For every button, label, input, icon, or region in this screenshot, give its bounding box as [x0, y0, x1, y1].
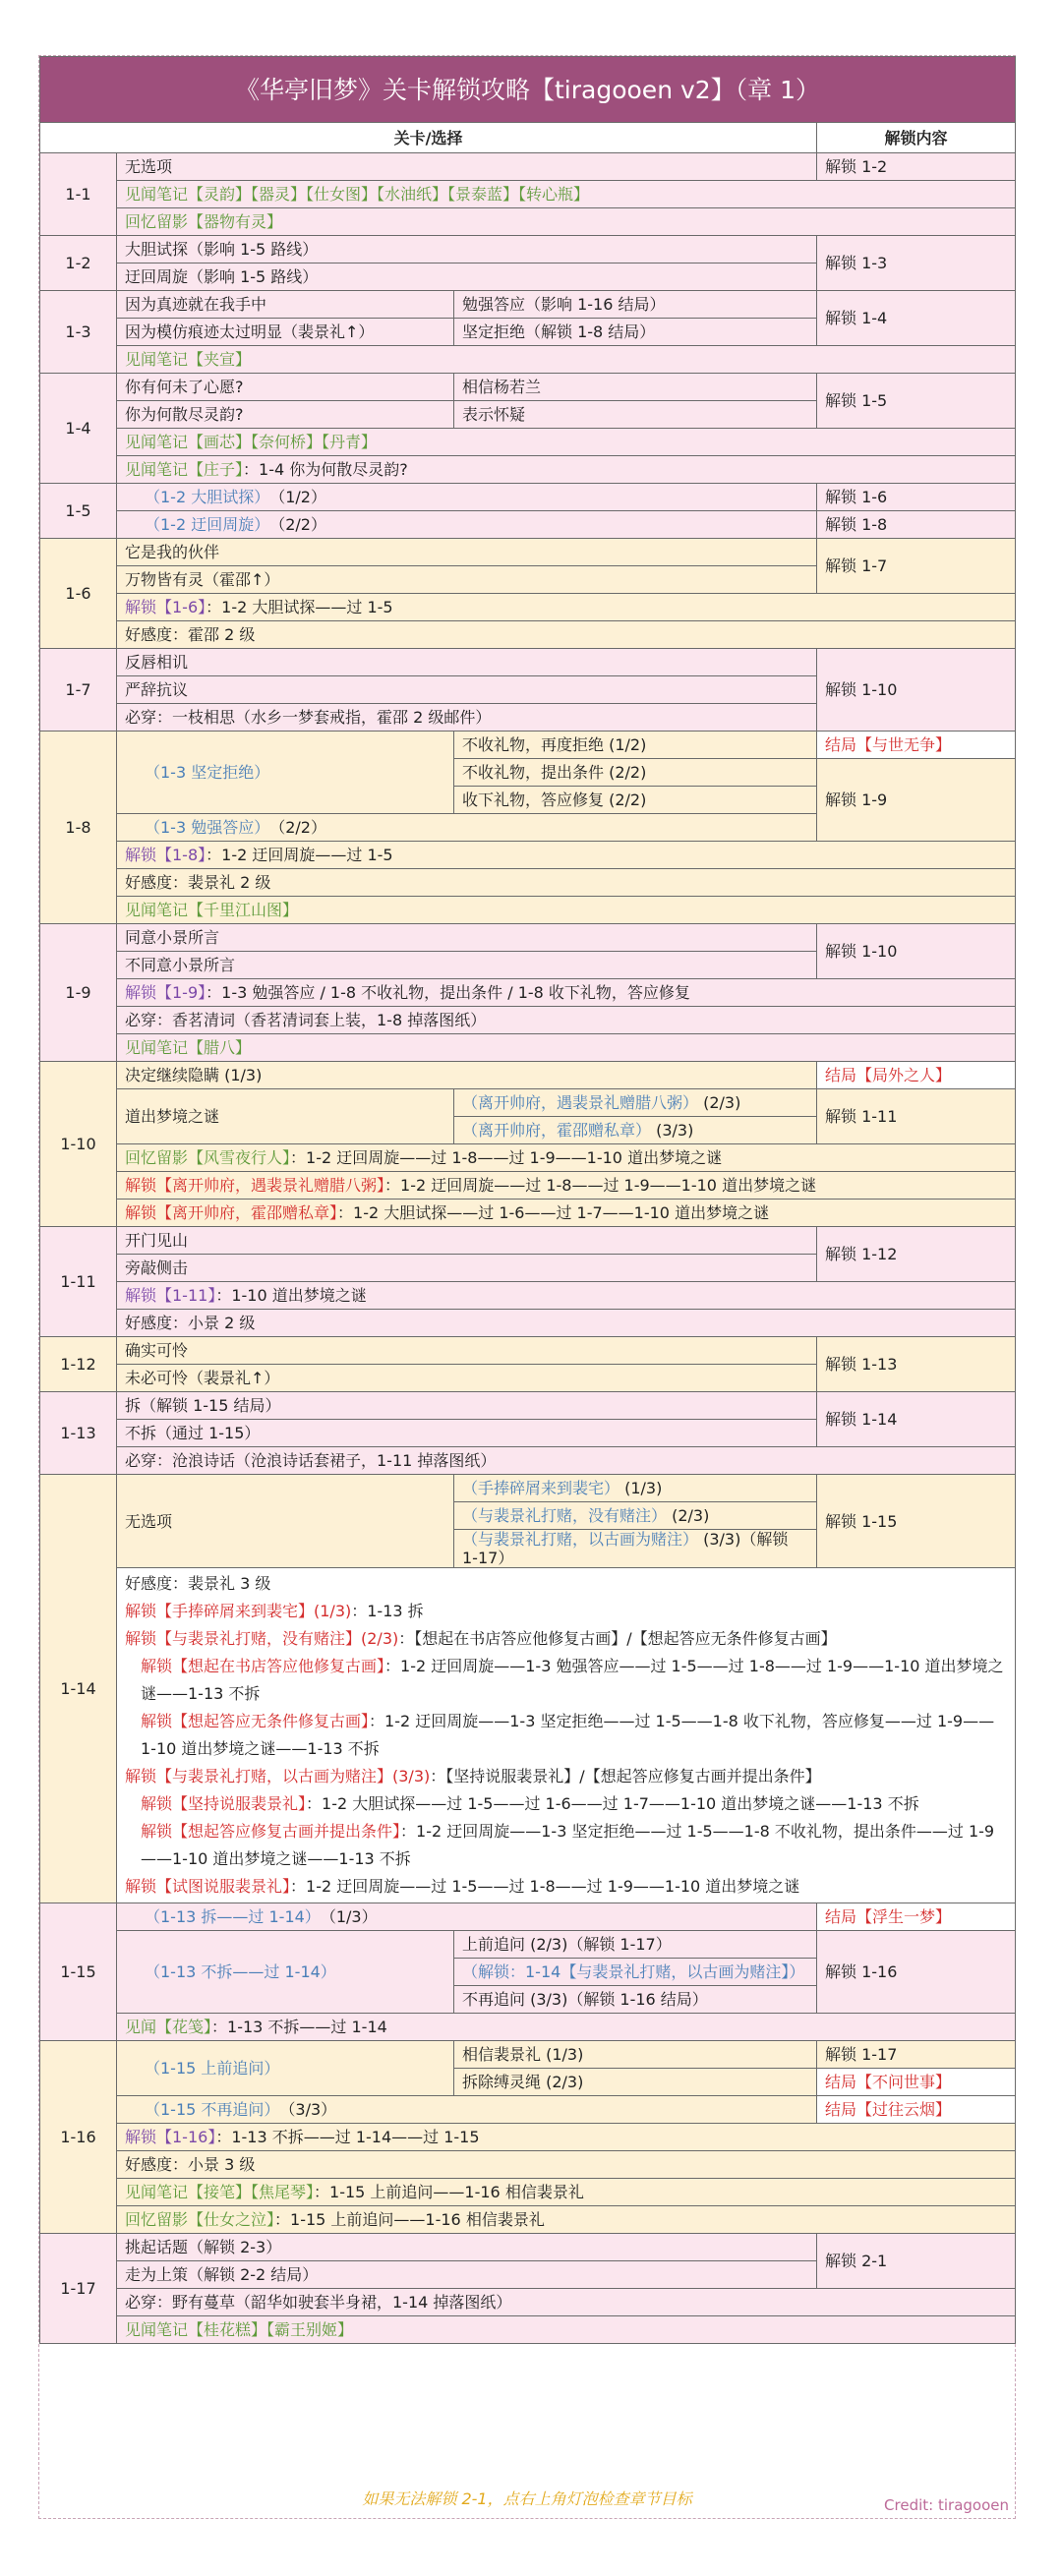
note-row [40, 2316, 1016, 2344]
choice-cell: 万物皆有灵（霍邵↑） [117, 566, 817, 594]
note-cell [117, 181, 1016, 208]
level-cell: 1-12 [40, 1337, 117, 1392]
unlock-cell: 解锁 1-6 [817, 484, 1016, 511]
level-cell: 1-4 [40, 374, 117, 484]
note-cell [117, 2206, 1016, 2234]
note-text: ：1-13 不拆——过 1-14——过 1-15 [215, 2128, 480, 2146]
choice-row [40, 511, 1016, 539]
condition-text: （1-13 不拆——过 1-14） [145, 1962, 336, 1981]
unlock-cell: 解锁 1-15 [817, 1475, 1016, 1568]
choice-cell [117, 2096, 817, 2124]
count-text: （3/3） [279, 2100, 337, 2119]
unlock-cell: 解锁 1-14 [817, 1392, 1016, 1447]
level-cell: 1-10 [40, 1062, 117, 1227]
choice-cell: 拆除缚灵绳 (2/3) [454, 2069, 817, 2096]
ending-cell [817, 732, 1016, 759]
note-row [40, 346, 1016, 374]
unlock-cell: 解锁 1-4 [817, 291, 1016, 346]
condition-text: （1-3 坚定拒绝） [145, 763, 270, 782]
note-line [125, 1708, 1007, 1763]
choice-cell [117, 2041, 454, 2096]
note-cell [117, 2179, 1016, 2206]
choice-cell: 无选项 [117, 1475, 454, 1568]
level-row [40, 649, 1016, 676]
notes-cell [117, 1568, 1016, 1903]
condition-text: （1-13 拆——过 1-14） [145, 1907, 321, 1926]
choice-cell: 不再追问 (3/3)（解锁 1-16 结局） [454, 1986, 817, 2014]
unlock-cell: 解锁 1-12 [817, 1227, 1016, 1282]
note-row [40, 2014, 1016, 2041]
choice-cell: 不收礼物，提出条件 (2/2) [454, 759, 817, 787]
condition-text: （解锁：1-14【与裴景礼打赌，以古画为赌注】） [462, 1962, 805, 1981]
note-cell [117, 594, 1016, 621]
note-text: ：1-2 大胆试探——过 1-5——过 1-6——过 1-7——1-10 道出梦境之谜——1-13 不拆 [306, 1794, 919, 1813]
ending-text: 结局【与世无争】 [825, 735, 952, 754]
note-text: ：【坚持说服裴景礼】/【想起答应修复古画并提出条件】 [430, 1767, 821, 1786]
note-line [125, 1625, 1007, 1653]
choice-cell: 反唇相讥 [117, 649, 817, 676]
note-row [40, 621, 1016, 649]
note-text: 见闻笔记【桂花糕】【霸王别姬】 [125, 2320, 354, 2339]
level-row [40, 291, 1016, 319]
choice-cell: 决定继续隐瞒 (1/3) [117, 1062, 817, 1089]
condition-text: （1-15 上前追问） [145, 2059, 280, 2078]
condition-text: （1-15 不再追问） [145, 2100, 280, 2119]
note-cell: 必穿：香茗清词（香茗清词套上装，1-8 掉落图纸） [117, 1007, 1016, 1034]
note-label: 解锁【坚持说服裴景礼】 [141, 1794, 307, 1813]
title-row [40, 57, 1016, 123]
note-line [125, 1653, 1007, 1708]
note-label: 解锁【想起在书店答应他修复古画】 [141, 1657, 385, 1675]
level-cell: 1-6 [40, 539, 117, 649]
note-cell [117, 2014, 1016, 2041]
note-cell [117, 2124, 1016, 2151]
condition-text: （与裴景礼打赌，没有赌注） [462, 1506, 668, 1525]
choice-cell: 上前追问 (2/3)（解锁 1-17） [454, 1931, 817, 1959]
choice-cell [454, 1530, 817, 1568]
choice-cell: 同意小景所言 [117, 924, 817, 952]
level-row [40, 732, 1016, 759]
note-label: 解锁【1-9】 [125, 983, 206, 1002]
note-row [40, 2151, 1016, 2179]
choice-row [40, 2096, 1016, 2124]
note-row [40, 1310, 1016, 1337]
level-cell: 1-1 [40, 153, 117, 236]
choice-cell: 未必可怜（裴景礼↑） [117, 1365, 817, 1392]
level-cell: 1-7 [40, 649, 117, 732]
count-text: （2/2） [269, 818, 326, 837]
count-text: (3/3)（解锁 1-17） [462, 1530, 789, 1567]
note-text: ：1-4 你为何散尽灵韵? [243, 460, 408, 479]
unlock-cell: 解锁 1-2 [817, 153, 1016, 181]
level-cell: 1-16 [40, 2041, 117, 2234]
note-row [40, 2206, 1016, 2234]
choice-cell: 不同意小景所言 [117, 952, 817, 979]
note-text: ：1-2 迂回周旋——1-3 坚定拒绝——过 1-5——1-8 收下礼物，答应修复——过 1-9——1-10 道出梦境之谜——1-13 不拆 [141, 1712, 995, 1758]
level-row [40, 924, 1016, 952]
choice-cell [117, 1903, 817, 1931]
note-label: 见闻笔记【接笔】【焦尾琴】 [125, 2183, 315, 2201]
note-label: 解锁【想起答应修复古画并提出条件】 [141, 1822, 401, 1841]
note-cell [117, 346, 1016, 374]
note-text: ：1-15 上前追问——1-16 相信裴景礼 [314, 2183, 584, 2201]
ending-cell [817, 1062, 1016, 1089]
note-row [40, 181, 1016, 208]
choice-cell: 迂回周旋（影响 1-5 路线） [117, 263, 817, 291]
ending-text: 结局【过往云烟】 [825, 2100, 952, 2119]
note-text: ：【想起在书店答应他修复古画】/【想起答应无条件修复古画】 [398, 1629, 837, 1648]
note-cell [117, 979, 1016, 1007]
note-text: ：1-13 拆 [351, 1602, 424, 1620]
count-text: (2/3) [667, 1506, 710, 1525]
note-cell: 必穿：沧浪诗话（沧浪诗话套裙子，1-11 掉落图纸） [117, 1447, 1016, 1475]
note-label: 回忆留影【仕女之泣】 [125, 2210, 275, 2229]
note-label: 解锁【与裴景礼打赌，没有赌注】(2/3) [125, 1629, 399, 1648]
note-cell [117, 1200, 1016, 1227]
notes-row [40, 1568, 1016, 1903]
note-label: 解锁【1-11】 [125, 1286, 216, 1305]
condition-text: （1-2 迂回周旋） [145, 515, 270, 534]
choice-cell: 走为上策（解锁 2-2 结局） [117, 2261, 817, 2289]
choice-row [40, 1089, 1016, 1117]
choice-cell: 表示怀疑 [454, 401, 817, 429]
note-row [40, 1447, 1016, 1475]
choice-cell: 严辞抗议 [117, 676, 817, 704]
note-row [40, 1144, 1016, 1172]
choice-cell: 勉强答应（影响 1-16 结局） [454, 291, 817, 319]
unlock-cell: 解锁 1-8 [817, 511, 1016, 539]
note-row [40, 979, 1016, 1007]
condition-text: （1-3 勉强答应） [145, 818, 270, 837]
choice-cell: 坚定拒绝（解锁 1-8 结局） [454, 319, 817, 346]
note-cell: 好感度：霍邵 2 级 [117, 621, 1016, 649]
choice-cell [117, 1931, 454, 2014]
level-row [40, 2234, 1016, 2261]
count-text: （1/3） [320, 1907, 378, 1926]
note-label: 解锁【试图说服裴景礼】 [125, 1877, 291, 1896]
level-row [40, 484, 1016, 511]
note-label: 见闻【花笺】 [125, 2018, 212, 2036]
level-cell: 1-13 [40, 1392, 117, 1475]
level-cell: 1-8 [40, 732, 117, 924]
note-row [40, 2289, 1016, 2316]
unlock-cell: 解锁 2-1 [817, 2234, 1016, 2289]
choice-cell [454, 1959, 817, 1986]
page-title: 《华亭旧梦》关卡解锁攻略【tiragooen v2】（章 1） [40, 57, 1016, 123]
level-row [40, 1227, 1016, 1255]
note-line [125, 1818, 1007, 1873]
note-line [125, 1790, 1007, 1818]
note-cell [117, 1172, 1016, 1200]
note-label: 解锁【想起答应无条件修复古画】 [141, 1712, 370, 1730]
condition-text: （手捧碎屑来到裴宅） [462, 1479, 620, 1497]
note-cell: 好感度：小景 2 级 [117, 1310, 1016, 1337]
unlock-cell: 解锁 1-11 [817, 1089, 1016, 1144]
choice-cell: 挑起话题（解锁 2-3） [117, 2234, 817, 2261]
note-cell: 好感度：小景 3 级 [117, 2151, 1016, 2179]
note-text: 见闻笔记【灵韵】【器灵】【仕女图】【水油纸】【景泰蓝】【转心瓶】 [125, 185, 590, 204]
note-text: ：1-15 上前追问——1-16 相信裴景礼 [274, 2210, 545, 2229]
note-line [125, 1598, 1007, 1625]
unlock-cell: 解锁 1-17 [817, 2041, 1016, 2069]
note-text: ：1-2 迂回周旋——过 1-8——过 1-9——1-10 道出梦境之谜 [384, 1176, 817, 1195]
condition-text: （离开帅府，霍邵赠私章） [462, 1121, 652, 1140]
unlock-cell: 解锁 1-3 [817, 236, 1016, 291]
header-unlocks: 解锁内容 [817, 123, 1016, 153]
level-row [40, 153, 1016, 181]
note-cell [117, 842, 1016, 869]
unlock-cell: 解锁 1-7 [817, 539, 1016, 594]
choice-cell [454, 1475, 817, 1502]
note-cell [117, 1282, 1016, 1310]
choice-cell: 开门见山 [117, 1227, 817, 1255]
note-row [40, 2179, 1016, 2206]
ending-text: 结局【不问世事】 [825, 2073, 952, 2091]
count-text: （1/2） [269, 488, 326, 506]
level-row [40, 539, 1016, 566]
unlock-cell: 解锁 1-9 [817, 759, 1016, 842]
guide-page [38, 55, 1016, 2519]
level-cell: 1-11 [40, 1227, 117, 1337]
note-text: ：1-3 勉强答应 / 1-8 不收礼物，提出条件 / 1-8 收下礼物，答应修复 [206, 983, 690, 1002]
choice-cell: 相信杨若兰 [454, 374, 817, 401]
note-cell [117, 429, 1016, 456]
ending-cell [817, 2069, 1016, 2096]
choice-cell: 你有何未了心愿? [117, 374, 454, 401]
choice-cell [117, 511, 817, 539]
choice-cell: 不收礼物，再度拒绝 (1/2) [454, 732, 817, 759]
note-label: 解锁【手捧碎屑来到裴宅】(1/3) [125, 1602, 352, 1620]
level-row [40, 1392, 1016, 1420]
unlock-guide-table [39, 56, 1016, 2344]
ending-cell [817, 1903, 1016, 1931]
condition-text: （离开帅府，遇裴景礼赠腊八粥） [462, 1093, 699, 1112]
choice-cell [454, 1117, 817, 1144]
note-cell [117, 456, 1016, 484]
note-cell [117, 208, 1016, 236]
unlock-cell: 解锁 1-5 [817, 374, 1016, 429]
choice-cell: 因为模仿痕迹太过明显（裴景礼↑） [117, 319, 454, 346]
note-row [40, 456, 1016, 484]
level-row [40, 1337, 1016, 1365]
note-label: 见闻笔记【庄子】 [125, 460, 244, 479]
note-label: 解锁【1-8】 [125, 846, 206, 864]
level-cell: 1-17 [40, 2234, 117, 2344]
note-row [40, 1034, 1016, 1062]
header-levels: 关卡/选择 [40, 123, 817, 153]
ending-text: 结局【局外之人】 [825, 1066, 952, 1084]
choice-cell: 确实可怜 [117, 1337, 817, 1365]
level-row [40, 374, 1016, 401]
choice-cell: 大胆试探（影响 1-5 路线） [117, 236, 817, 263]
unlock-cell: 解锁 1-16 [817, 1931, 1016, 2014]
choice-cell: 收下礼物，答应修复 (2/2) [454, 787, 817, 814]
condition-text: （1-2 大胆试探） [145, 488, 270, 506]
note-row [40, 869, 1016, 897]
note-cell [117, 2316, 1016, 2344]
choice-cell: 因为真迹就在我手中 [117, 291, 454, 319]
note-cell [117, 1144, 1016, 1172]
note-cell: 必穿：一枝相思（水乡一梦套戒指，霍邵 2 级邮件） [117, 704, 817, 732]
note-row [40, 897, 1016, 924]
choice-cell [117, 732, 454, 814]
note-cell: 好感度：裴景礼 2 级 [117, 869, 1016, 897]
note-row [40, 1007, 1016, 1034]
note-text: ：1-10 道出梦境之谜 [215, 1286, 367, 1305]
note-text: ：1-2 迂回周旋——过 1-5 [206, 846, 393, 864]
note-text: ：1-2 迂回周旋——过 1-5——过 1-8——过 1-9——1-10 道出梦境之谜 [290, 1877, 800, 1896]
note-line: 好感度：裴景礼 3 级 [125, 1574, 271, 1593]
level-cell: 1-3 [40, 291, 117, 374]
level-row [40, 1062, 1016, 1089]
note-label: 解锁【1-16】 [125, 2128, 216, 2146]
note-line [125, 1763, 1007, 1790]
note-text: ：1-2 迂回周旋——1-3 坚定拒绝——过 1-5——1-8 不收礼物，提出条件——过 1-9——1-10 道出梦境之谜——1-13 不拆 [141, 1822, 995, 1868]
level-row [40, 1903, 1016, 1931]
note-cell [117, 897, 1016, 924]
choice-cell: 拆（解锁 1-15 结局） [117, 1392, 817, 1420]
note-text: 回忆留影【器物有灵】 [125, 212, 283, 231]
note-text: ：1-2 迂回周旋——过 1-8——过 1-9——1-10 道出梦境之谜 [290, 1148, 723, 1167]
note-label: 解锁【1-6】 [125, 598, 206, 616]
level-cell: 1-15 [40, 1903, 117, 2041]
level-cell: 1-5 [40, 484, 117, 539]
level-row [40, 236, 1016, 263]
choice-cell [117, 484, 817, 511]
count-text: (2/3) [698, 1093, 741, 1112]
footer [39, 2483, 1015, 2512]
note-row [40, 594, 1016, 621]
note-text: 见闻笔记【千里江山图】 [125, 901, 299, 919]
level-cell: 1-2 [40, 236, 117, 291]
choice-cell: 它是我的伙伴 [117, 539, 817, 566]
note-label: 解锁【与裴景礼打赌，以古画为赌注】(3/3) [125, 1767, 431, 1786]
note-text: 见闻笔记【腊八】 [125, 1038, 252, 1057]
note-row [40, 208, 1016, 236]
level-row [40, 2041, 1016, 2069]
note-text: ：1-2 大胆试探——过 1-6——过 1-7——1-10 道出梦境之谜 [337, 1203, 770, 1222]
level-cell: 1-9 [40, 924, 117, 1062]
choice-cell: 无选项 [117, 153, 817, 181]
choice-cell: 你为何散尽灵韵? [117, 401, 454, 429]
ending-cell [817, 2096, 1016, 2124]
note-label: 回忆留影【风雪夜行人】 [125, 1148, 291, 1167]
credit-text: Credit: tiragooen [884, 2496, 1009, 2514]
unlock-cell: 解锁 1-10 [817, 924, 1016, 979]
unlock-cell: 解锁 1-13 [817, 1337, 1016, 1392]
choice-cell [454, 1089, 817, 1117]
note-row [40, 1282, 1016, 1310]
note-text: ：1-2 迂回周旋——1-3 勉强答应——过 1-5——过 1-8——过 1-9——1-10 道出梦境之谜——1-13 不拆 [141, 1657, 1004, 1703]
note-line [125, 1873, 1007, 1901]
count-text: （2/2） [269, 515, 326, 534]
note-row [40, 2124, 1016, 2151]
choice-cell [117, 814, 817, 842]
note-row [40, 1200, 1016, 1227]
choice-cell: 相信裴景礼 (1/3) [454, 2041, 817, 2069]
count-text: (3/3) [651, 1121, 694, 1140]
choice-cell: 道出梦境之谜 [117, 1089, 454, 1144]
choice-cell: 旁敲侧击 [117, 1255, 817, 1282]
note-row [40, 1172, 1016, 1200]
note-text: 见闻笔记【夹宣】 [125, 350, 252, 369]
header-row [40, 123, 1016, 153]
note-label: 解锁【离开帅府，霍邵赠私章】 [125, 1203, 338, 1222]
choice-cell [454, 1502, 817, 1530]
level-row [40, 1475, 1016, 1502]
note-label: 解锁【离开帅府，遇裴景礼赠腊八粥】 [125, 1176, 385, 1195]
note-text: ：1-13 不拆——过 1-14 [211, 2018, 387, 2036]
unlock-cell: 解锁 1-10 [817, 649, 1016, 732]
note-cell: 必穿：野有蔓草（韶华如驶套半身裙，1-14 掉落图纸） [117, 2289, 1016, 2316]
condition-text: （与裴景礼打赌，以古画为赌注） [462, 1530, 699, 1549]
note-text: 见闻笔记【画芯】【奈何桥】【丹青】 [125, 433, 378, 451]
choice-row [40, 1931, 1016, 1959]
ending-text: 结局【浮生一梦】 [825, 1907, 952, 1926]
level-cell: 1-14 [40, 1475, 117, 1903]
note-cell [117, 1034, 1016, 1062]
note-text: ：1-2 大胆试探——过 1-5 [206, 598, 393, 616]
choice-cell: 不拆（通过 1-15） [117, 1420, 817, 1447]
footer-note: 如果无法解锁 2-1，点右上角灯泡检查章节目标 [362, 2488, 692, 2508]
count-text: (1/3) [620, 1479, 663, 1497]
note-row [40, 842, 1016, 869]
note-row [40, 429, 1016, 456]
